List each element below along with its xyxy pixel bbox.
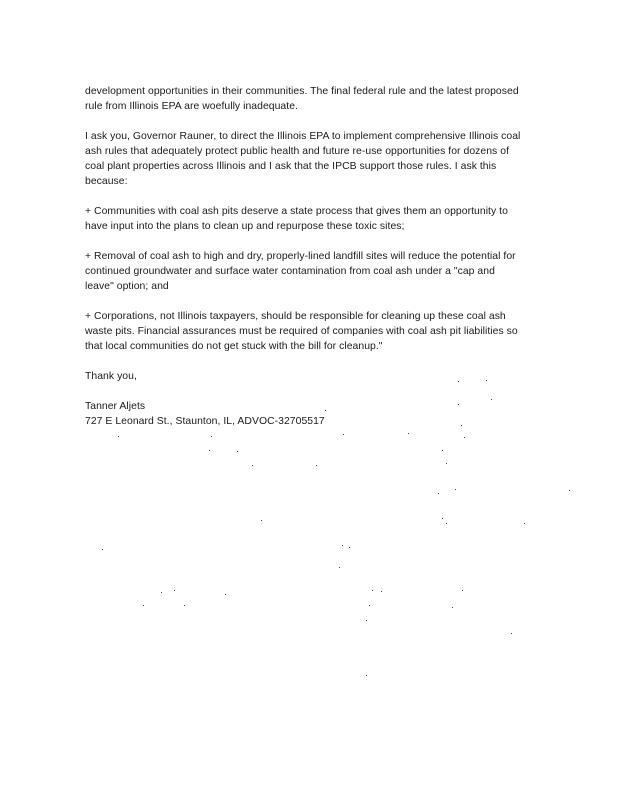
scan-speck — [464, 437, 465, 438]
scan-speck — [511, 633, 512, 634]
signature-block — [85, 399, 545, 429]
scan-speck — [225, 594, 226, 595]
scan-speck — [446, 523, 447, 524]
scan-speck — [458, 404, 459, 405]
scan-speck — [102, 549, 103, 550]
scan-speck — [211, 436, 212, 437]
scan-speck — [442, 450, 443, 451]
scan-speck — [461, 425, 462, 426]
scan-speck — [462, 590, 463, 591]
scan-speck — [491, 399, 492, 400]
scan-speck — [524, 523, 525, 524]
scan-speck — [442, 518, 443, 519]
scan-speck — [261, 520, 262, 521]
scan-speck — [118, 436, 119, 437]
scan-speck — [174, 590, 175, 591]
paragraph-point-community-input: + Communities with coal ash pits deserve a state process that gives them an opportunity to have input into the plans to clean up and repurpose these toxic sites; — [85, 206, 508, 232]
scan-speck — [372, 590, 373, 591]
scan-speck — [438, 493, 439, 494]
letter-body — [85, 84, 545, 429]
scan-speck — [184, 605, 185, 606]
scan-speck — [349, 547, 350, 548]
signer-address: 727 E Leonard St., Staunton, IL, ADVOC-32705517 — [85, 416, 325, 427]
scan-speck — [486, 380, 487, 381]
paragraph-request: I ask you, Governor Rauner, to direct the Illinois EPA to implement comprehensive Illinois coal ash rules that adequately protect public health and future re-use opportunities for dozens of coal plant properties across Illinois and I ask that the IPCB support those rules. I ask this because: — [85, 131, 521, 187]
scan-speck — [339, 567, 340, 568]
scan-speck — [452, 607, 453, 608]
scan-speck — [458, 381, 459, 382]
scan-speck — [325, 410, 326, 411]
paragraph-point-removal: + Removal of coal ash to high and dry, properly-lined landfill sites will reduce the potential for continued groundwater and surface water contamination from coal ash under a "cap and leave" option; and — [85, 251, 516, 292]
paragraph-point-financial-assurance: + Corporations, not Illinois taxpayers, should be responsible for cleaning up these coal ash waste pits. Financial assurances must be required of companies with coal ash pit liabilities so that local communities do not get stuck with the bill for cleanup." — [85, 311, 518, 352]
scan-speck — [455, 489, 456, 490]
scan-speck — [161, 592, 162, 593]
scan-speck — [408, 433, 409, 434]
scan-speck — [252, 465, 253, 466]
scan-speck — [343, 434, 344, 435]
scan-speck — [381, 591, 382, 592]
paragraph-intro-continuation: development opportunities in their communities. The final federal rule and the latest proposed rule from Illinois EPA are woefully inadequate. — [85, 86, 519, 112]
scan-speck — [369, 605, 370, 606]
scan-speck — [342, 545, 343, 546]
closing-salutation: Thank you, — [85, 371, 137, 382]
scan-speck — [569, 490, 570, 491]
scan-speck — [143, 605, 144, 606]
signer-name: Tanner Aljets — [85, 401, 146, 412]
scan-speck — [366, 620, 367, 621]
scan-speck — [446, 463, 447, 464]
scan-speck — [209, 450, 210, 451]
scan-speck — [237, 451, 238, 452]
scan-speck — [366, 675, 367, 676]
scan-speck — [316, 465, 317, 466]
